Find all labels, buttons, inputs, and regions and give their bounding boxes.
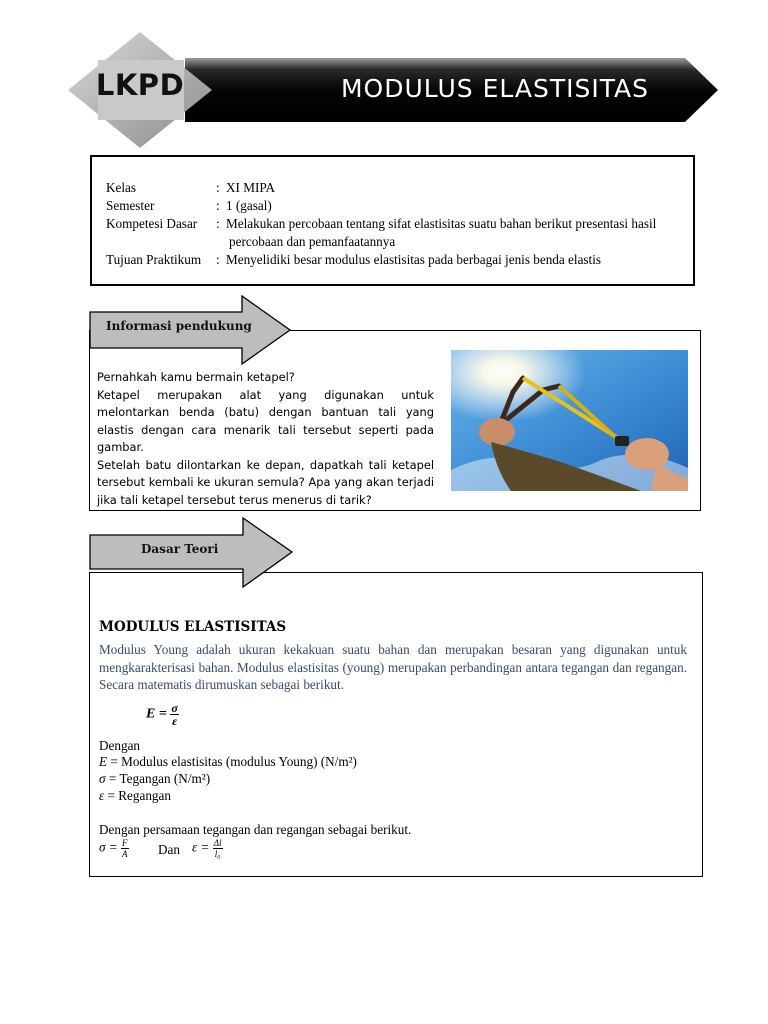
persamaan-text: Dengan persamaan tegangan dan regangan sebagai berikut. [99,822,412,837]
formula-denominator: l₀ [214,849,221,859]
teori-paragraph: Modulus Young adalah ukuran kekakuan suatu bahan dan merupakan besaran yang digunakan untuk mengkarakterisasi bahan. Modulus elastisitas (young) merupakan perbandingan antara tegangan dan regangan. Secara matematis dirumuskan sebagai berikut. [99,642,687,692]
identity-value: XI MIPA [226,180,275,195]
identity-colon: : [216,198,220,213]
identity-key: Kompetesi Dasar [106,216,198,231]
identity-key: Semester [106,198,155,213]
formula-numerator: σ [171,701,178,715]
identity-key: Kelas [106,180,137,195]
formula-tegangan [99,838,129,859]
formula-numerator: F [122,838,128,848]
definition-text: = Tegangan (N/m²) [105,771,211,786]
identity-value: Melakukan percobaan tentang sifat elastisitas suatu bahan berikut presentasi hasil [226,216,657,231]
dan-label: Dan [158,842,180,857]
identity-value-continued: percobaan dan pemanfaatannya [229,234,396,249]
formula-lhs: σ = [99,839,118,855]
identity-colon: : [216,216,220,231]
identity-value: 1 (gasal) [226,198,272,213]
formula-numerator: Δl [213,838,222,848]
identity-value: Menyelidiki besar modulus elastisitas pada berbagai jenis benda elastis [226,252,602,267]
formula-lhs: ε = [192,839,210,855]
definition-text: = Modulus elastisitas (modulus Young) (N/m²) [107,754,357,769]
definition-epsilon [99,787,171,804]
lkpd-badge: LKPD [95,68,185,102]
dengan-label: Dengan [99,738,141,753]
formula-denominator: ε [172,714,178,728]
page-title: MODULUS ELASTISITAS [340,74,650,103]
teori-label: Dasar Teori [141,542,219,556]
formula-denominator: A [122,849,128,859]
definition-sigma [99,770,210,787]
definition-symbol: ε [99,788,105,803]
identity-colon: : [216,252,220,267]
teori-title: MODULUS ELASTISITAS [99,619,287,635]
definition-symbol: σ [99,771,106,786]
formula-regangan [192,838,223,859]
info-paragraph: Ketapel merupakan alat yang digunakan untuk melontarkan benda (batu) dengan bantuan tali yang elastis dengan cara menarik tali tersebut seperti pada gambar. [97,387,434,454]
formula-modulus [146,702,179,727]
info-paragraph: Setelah batu dilontarkan ke depan, dapatkah tali ketapel tersebut kembali ke ukuran semula? Apa yang akan terjadi jika tali ketapel tersebut terus menerus di tarik? [97,457,434,507]
info-label: Informasi pendukung [106,319,252,333]
definition-text: = Regangan [104,788,171,803]
identity-colon: : [216,180,220,195]
formula-lhs: E = [146,706,167,722]
definition-e [99,753,357,770]
info-question: Pernahkah kamu bermain ketapel? [97,370,295,384]
identity-key: Tujuan Praktikum [106,252,202,267]
definition-symbol: E [99,754,108,769]
